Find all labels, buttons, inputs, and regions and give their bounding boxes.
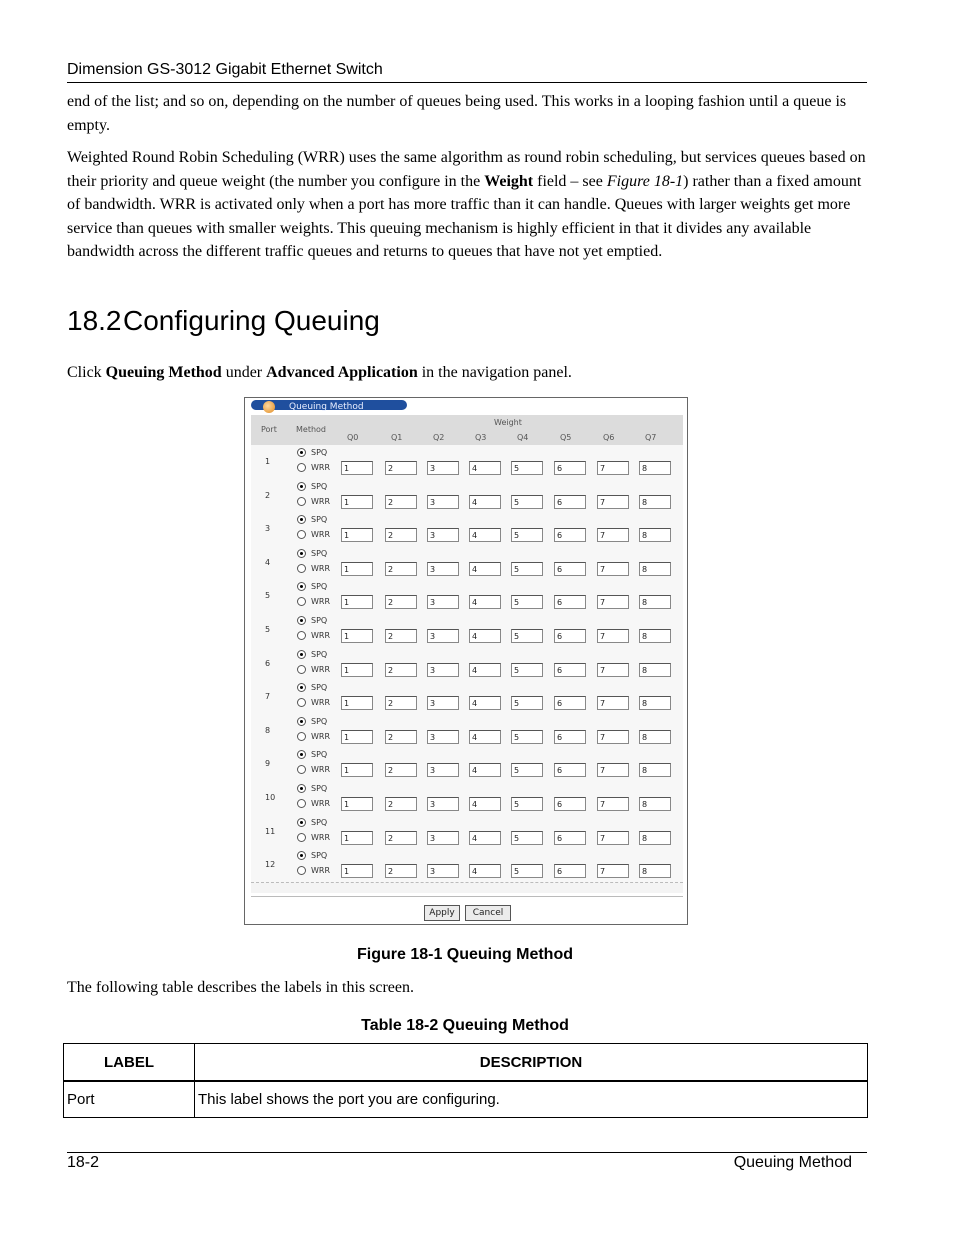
wrr-option[interactable] (297, 665, 330, 674)
spq-label: SPQ (311, 784, 328, 793)
weight-input-q7[interactable]: 8 (639, 528, 671, 542)
wrr-radio[interactable] (297, 698, 306, 707)
spq-label: SPQ (311, 750, 328, 760)
weight-input-q2[interactable]: 3 (427, 797, 459, 811)
weight-input-q4[interactable]: 5 (511, 528, 543, 542)
weight-input-q3[interactable]: 4 (469, 562, 501, 576)
port-number: 5 (265, 591, 271, 601)
wrr-label: WRR (311, 664, 331, 674)
weight-input-q7[interactable]: 8 (639, 831, 671, 845)
weight-input-q0[interactable]: 1 (341, 730, 373, 744)
spq-option[interactable] (297, 582, 327, 591)
port-row (251, 781, 683, 816)
spq-option[interactable] (297, 650, 327, 659)
header-label: LABEL (64, 1044, 195, 1082)
wrr-text-3: ) rather than a fixed amount of bandwidth. WRR is activated only when a port has more traffic than it can handle. Queues with larger weights get more service than queues with smaller weights. This queuing mechanism is highly efficient in that it divides any available bandwidth across the different traffic queues and returns to queues that have not yet emptied. (67, 172, 862, 260)
weight-input-q5[interactable]: 6 (554, 663, 586, 677)
queuing-grid (251, 415, 683, 893)
port-number: 2 (265, 490, 271, 500)
wrr-radio[interactable] (297, 665, 306, 674)
weight-input-q1[interactable]: 2 (385, 763, 417, 777)
wrr-label: WRR (311, 765, 331, 775)
wrr-label: WRR (311, 866, 331, 876)
weight-input-q5[interactable]: 6 (554, 629, 586, 643)
port-row (251, 747, 683, 782)
spq-option[interactable] (297, 818, 327, 827)
weight-input-q6[interactable]: 7 (597, 629, 629, 643)
figure-reference: Figure 18-1 (606, 172, 684, 190)
spq-option[interactable] (297, 549, 327, 558)
weight-input-q5[interactable]: 6 (554, 763, 586, 777)
port-number: 4 (265, 557, 271, 567)
wrr-radio[interactable] (297, 631, 306, 640)
weight-input-q3[interactable]: 4 (469, 797, 501, 811)
weight-input-q3[interactable]: 4 (469, 696, 501, 710)
weight-input-q2[interactable]: 3 (427, 831, 459, 845)
wrr-option[interactable] (297, 463, 330, 472)
weight-input-q2[interactable]: 3 (427, 562, 459, 576)
spq-radio[interactable] (297, 549, 306, 558)
row-description: This label shows the port you are configuring. (195, 1081, 868, 1118)
weight-input-q6[interactable]: 7 (597, 831, 629, 845)
weight-input-q1[interactable]: 2 (385, 461, 417, 475)
wrr-radio[interactable] (297, 833, 306, 842)
spq-radio[interactable] (297, 784, 306, 793)
weight-input-q6[interactable]: 7 (597, 696, 629, 710)
weight-input-q7[interactable]: 8 (639, 730, 671, 744)
weight-input-q2[interactable]: 3 (427, 528, 459, 542)
weight-input-q5[interactable]: 6 (554, 797, 586, 811)
weight-input-q0[interactable]: 1 (341, 831, 373, 845)
weight-input-q3[interactable]: 4 (469, 831, 501, 845)
weight-input-q3[interactable]: 4 (469, 663, 501, 677)
weight-input-q3[interactable]: 4 (469, 595, 501, 609)
col-queue-3: Q3 (475, 433, 487, 442)
col-queue-5: Q5 (560, 433, 572, 442)
paragraph-following: The following table describes the labels in this screen. (67, 979, 415, 996)
col-weight: Weight (494, 418, 522, 427)
spq-label: SPQ (311, 548, 328, 558)
weight-input-q4[interactable]: 5 (511, 495, 543, 509)
wrr-label: WRR (311, 597, 331, 607)
panel-tab-label: Queuing Method (289, 402, 364, 412)
click-suffix: in the navigation panel. (417, 364, 572, 381)
weight-input-q5[interactable]: 6 (554, 730, 586, 744)
wrr-label: WRR (311, 563, 331, 573)
port-row (251, 613, 683, 648)
queuing-method-screenshot (244, 397, 688, 925)
wrr-option[interactable] (297, 765, 330, 774)
table-row (64, 1081, 868, 1118)
section-heading (67, 305, 380, 337)
spq-radio[interactable] (297, 851, 306, 860)
weight-input-q4[interactable]: 5 (511, 461, 543, 475)
weight-input-q7[interactable]: 8 (639, 663, 671, 677)
wrr-radio[interactable] (297, 597, 306, 606)
paragraph-intro: end of the list; and so on, depending on the number of queues being used. This works in a looping fashion until a queue is empty. (67, 93, 847, 134)
weight-input-q6[interactable]: 7 (597, 528, 629, 542)
weight-input-q4[interactable]: 5 (511, 595, 543, 609)
port-number: 5 (265, 625, 271, 634)
grid-header (251, 415, 683, 445)
col-queue-4: Q4 (517, 433, 529, 442)
weight-input-q3[interactable]: 4 (469, 864, 501, 878)
weight-input-q0[interactable]: 1 (341, 629, 373, 643)
weight-input-q0[interactable]: 1 (341, 495, 373, 509)
spq-radio[interactable] (297, 482, 306, 491)
wrr-option[interactable] (297, 866, 330, 875)
footer-rule (67, 1152, 867, 1153)
weight-input-q7[interactable]: 8 (639, 461, 671, 475)
col-method: Method (296, 425, 327, 434)
weight-input-q4[interactable]: 5 (511, 864, 543, 878)
weight-input-q4[interactable]: 5 (511, 696, 543, 710)
spq-option[interactable] (297, 515, 327, 524)
spq-radio[interactable] (297, 582, 306, 591)
weight-input-q5[interactable]: 6 (554, 831, 586, 845)
weight-input-q4[interactable]: 5 (511, 629, 543, 643)
weight-input-q3[interactable]: 4 (469, 495, 501, 509)
port-number: 9 (265, 759, 271, 769)
spq-radio[interactable] (297, 818, 306, 827)
orange-ball-icon (263, 401, 275, 413)
weight-input-q1[interactable]: 2 (385, 864, 417, 878)
spq-label: SPQ (311, 582, 328, 592)
click-mid: under (221, 364, 267, 381)
port-number: 10 (265, 793, 276, 802)
port-row (251, 479, 683, 514)
spq-option[interactable] (297, 616, 327, 625)
wrr-option[interactable] (297, 597, 330, 606)
spq-label: SPQ (311, 851, 328, 861)
weight-input-q7[interactable]: 8 (639, 763, 671, 777)
figure-caption: Figure 18-1 Queuing Method (356, 946, 573, 963)
weight-input-q0[interactable]: 1 (341, 528, 373, 542)
weight-input-q0[interactable]: 1 (341, 797, 373, 811)
wrr-label: WRR (311, 463, 331, 472)
spq-option[interactable] (297, 482, 327, 491)
weight-input-q6[interactable]: 7 (597, 595, 629, 609)
wrr-option[interactable] (297, 799, 330, 808)
weight-input-q2[interactable]: 3 (427, 864, 459, 878)
weight-input-q7[interactable]: 8 (639, 562, 671, 576)
weight-input-q4[interactable]: 5 (511, 562, 543, 576)
weight-input-q6[interactable]: 7 (597, 730, 629, 744)
weight-input-q7[interactable]: 8 (639, 495, 671, 509)
table-caption: Table 18-2 Queuing Method (361, 1017, 569, 1034)
weight-input-q1[interactable]: 2 (385, 595, 417, 609)
section-title: Configuring Queuing (123, 305, 380, 336)
weight-input-q4[interactable]: 5 (511, 663, 543, 677)
spq-option[interactable] (297, 784, 327, 793)
weight-input-q0[interactable]: 1 (341, 461, 373, 475)
wrr-radio[interactable] (297, 866, 306, 875)
click-prefix: Click (67, 364, 106, 381)
weight-input-q0[interactable]: 1 (341, 696, 373, 710)
spq-radio[interactable] (297, 616, 306, 625)
weight-input-q7[interactable]: 8 (639, 595, 671, 609)
weight-input-q5[interactable]: 6 (554, 864, 586, 878)
weight-input-q5[interactable]: 6 (554, 595, 586, 609)
weight-input-q2[interactable]: 3 (427, 461, 459, 475)
header-description: DESCRIPTION (195, 1044, 868, 1082)
spq-option[interactable] (297, 448, 327, 457)
col-port: Port (261, 425, 277, 434)
spq-radio[interactable] (297, 717, 306, 726)
weight-input-q7[interactable]: 8 (639, 629, 671, 643)
port-number: 6 (265, 658, 271, 668)
spq-option[interactable] (297, 683, 327, 692)
port-number: 7 (265, 692, 271, 702)
paragraph-click (67, 361, 867, 385)
col-queue-0: Q0 (347, 433, 359, 442)
col-queue-6: Q6 (603, 433, 615, 442)
cancel-button[interactable]: Cancel (465, 905, 511, 921)
col-queue-2: Q2 (433, 433, 445, 442)
port-number: 12 (265, 860, 276, 870)
panel-tab (251, 400, 407, 410)
spq-radio[interactable] (297, 448, 306, 457)
port-number: 1 (265, 457, 271, 466)
wrr-radio[interactable] (297, 732, 306, 741)
spq-radio[interactable] (297, 750, 306, 759)
weight-input-q6[interactable]: 7 (597, 495, 629, 509)
spq-label: SPQ (311, 649, 328, 659)
paragraph-wrr (67, 146, 867, 264)
weight-input-q1[interactable]: 2 (385, 495, 417, 509)
col-queue-1: Q1 (391, 433, 403, 442)
wrr-option[interactable] (297, 497, 330, 506)
weight-input-q1[interactable]: 2 (385, 562, 417, 576)
weight-input-q1[interactable]: 2 (385, 663, 417, 677)
wrr-label: WRR (311, 530, 331, 540)
port-row (251, 445, 683, 480)
wrr-label: WRR (311, 631, 331, 640)
weight-input-q0[interactable]: 1 (341, 595, 373, 609)
wrr-radio[interactable] (297, 765, 306, 774)
wrr-option[interactable] (297, 631, 330, 640)
spq-label: SPQ (311, 716, 328, 726)
spq-radio[interactable] (297, 650, 306, 659)
weight-input-q5[interactable]: 6 (554, 562, 586, 576)
spq-label: SPQ (311, 817, 328, 827)
weight-input-q0[interactable]: 1 (341, 864, 373, 878)
weight-input-q1[interactable]: 2 (385, 831, 417, 845)
wrr-label: WRR (311, 832, 331, 842)
header-rule (67, 82, 867, 83)
spq-label: SPQ (311, 683, 328, 693)
weight-input-q6[interactable]: 7 (597, 562, 629, 576)
wrr-radio[interactable] (297, 463, 306, 472)
spq-option[interactable] (297, 717, 327, 726)
weight-input-q6[interactable]: 7 (597, 797, 629, 811)
table-header-row (64, 1044, 868, 1082)
weight-input-q1[interactable]: 2 (385, 528, 417, 542)
port-row (251, 647, 683, 682)
wrr-label: WRR (311, 698, 331, 708)
weight-input-q3[interactable]: 4 (469, 461, 501, 475)
spq-option[interactable] (297, 750, 327, 759)
col-queue-7: Q7 (645, 433, 657, 442)
weight-input-q4[interactable]: 5 (511, 730, 543, 744)
port-number: 3 (265, 524, 271, 534)
wrr-option[interactable] (297, 698, 330, 707)
click-menu-group: Advanced Application (266, 364, 418, 381)
weight-input-q7[interactable]: 8 (639, 797, 671, 811)
spq-label: SPQ (311, 448, 328, 457)
weight-input-q7[interactable]: 8 (639, 864, 671, 878)
wrr-label: WRR (311, 731, 331, 741)
wrr-option[interactable] (297, 833, 330, 842)
weight-input-q4[interactable]: 5 (511, 797, 543, 811)
wrr-radio[interactable] (297, 497, 306, 506)
weight-input-q2[interactable]: 3 (427, 730, 459, 744)
spq-radio[interactable] (297, 515, 306, 524)
section-number: 18.2 (67, 305, 122, 336)
weight-input-q7[interactable]: 8 (639, 696, 671, 710)
weight-input-q3[interactable]: 4 (469, 730, 501, 744)
spq-option[interactable] (297, 851, 327, 860)
description-table (63, 1043, 868, 1118)
page-number: 18-2 (67, 1154, 100, 1171)
panel-separator (251, 896, 683, 897)
weight-input-q1[interactable]: 2 (385, 797, 417, 811)
weight-input-q0[interactable]: 1 (341, 562, 373, 576)
wrr-label: WRR (311, 799, 331, 808)
wrr-radio[interactable] (297, 530, 306, 539)
port-row (251, 546, 683, 581)
weight-input-q6[interactable]: 7 (597, 461, 629, 475)
port-number: 8 (265, 725, 271, 735)
port-number: 11 (265, 826, 276, 836)
weight-input-q2[interactable]: 3 (427, 595, 459, 609)
wrr-option[interactable] (297, 564, 330, 573)
weight-input-q5[interactable]: 6 (554, 528, 586, 542)
weight-input-q3[interactable]: 4 (469, 528, 501, 542)
port-row (251, 848, 683, 883)
weight-input-q2[interactable]: 3 (427, 629, 459, 643)
weight-input-q1[interactable]: 2 (385, 730, 417, 744)
wrr-text-1: Weighted Round Robin Scheduling (WRR) uses the same algorithm as round robin scheduling, but services queues based on their priority and queue weight (the number you configure in the (67, 149, 866, 190)
weight-input-q5[interactable]: 6 (554, 495, 586, 509)
weight-input-q2[interactable]: 3 (427, 495, 459, 509)
weight-input-q6[interactable]: 7 (597, 864, 629, 878)
weight-input-q4[interactable]: 5 (511, 831, 543, 845)
weight-input-q5[interactable]: 6 (554, 696, 586, 710)
footer-chapter: Queuing Method (733, 1154, 852, 1171)
wrr-label: WRR (311, 496, 331, 506)
weight-input-q0[interactable]: 1 (341, 663, 373, 677)
weight-input-q1[interactable]: 2 (385, 629, 417, 643)
port-row (251, 815, 683, 850)
weight-input-q2[interactable]: 3 (427, 763, 459, 777)
wrr-option[interactable] (297, 732, 330, 741)
weight-input-q4[interactable]: 5 (511, 763, 543, 777)
port-row (251, 512, 683, 547)
row-label: Port (64, 1081, 195, 1118)
click-menu-item: Queuing Method (105, 364, 222, 381)
weight-input-q0[interactable]: 1 (341, 763, 373, 777)
weight-input-q1[interactable]: 2 (385, 696, 417, 710)
weight-input-q3[interactable]: 4 (469, 763, 501, 777)
port-row (251, 714, 683, 749)
weight-input-q6[interactable]: 7 (597, 763, 629, 777)
apply-button[interactable]: Apply (424, 905, 460, 921)
spq-label: SPQ (311, 616, 328, 625)
weight-input-q5[interactable]: 6 (554, 461, 586, 475)
spq-radio[interactable] (297, 683, 306, 692)
spq-label: SPQ (311, 481, 328, 491)
port-row (251, 680, 683, 715)
weight-input-q2[interactable]: 3 (427, 696, 459, 710)
running-header: Dimension GS-3012 Gigabit Ethernet Switch (67, 61, 383, 78)
weight-input-q6[interactable]: 7 (597, 663, 629, 677)
port-row (251, 579, 683, 614)
weight-input-q3[interactable]: 4 (469, 629, 501, 643)
wrr-text-2: field – see (533, 172, 607, 190)
wrr-radio[interactable] (297, 564, 306, 573)
wrr-option[interactable] (297, 530, 330, 539)
spq-label: SPQ (311, 515, 328, 525)
wrr-radio[interactable] (297, 799, 306, 808)
weight-term: Weight (484, 172, 534, 190)
weight-input-q2[interactable]: 3 (427, 663, 459, 677)
